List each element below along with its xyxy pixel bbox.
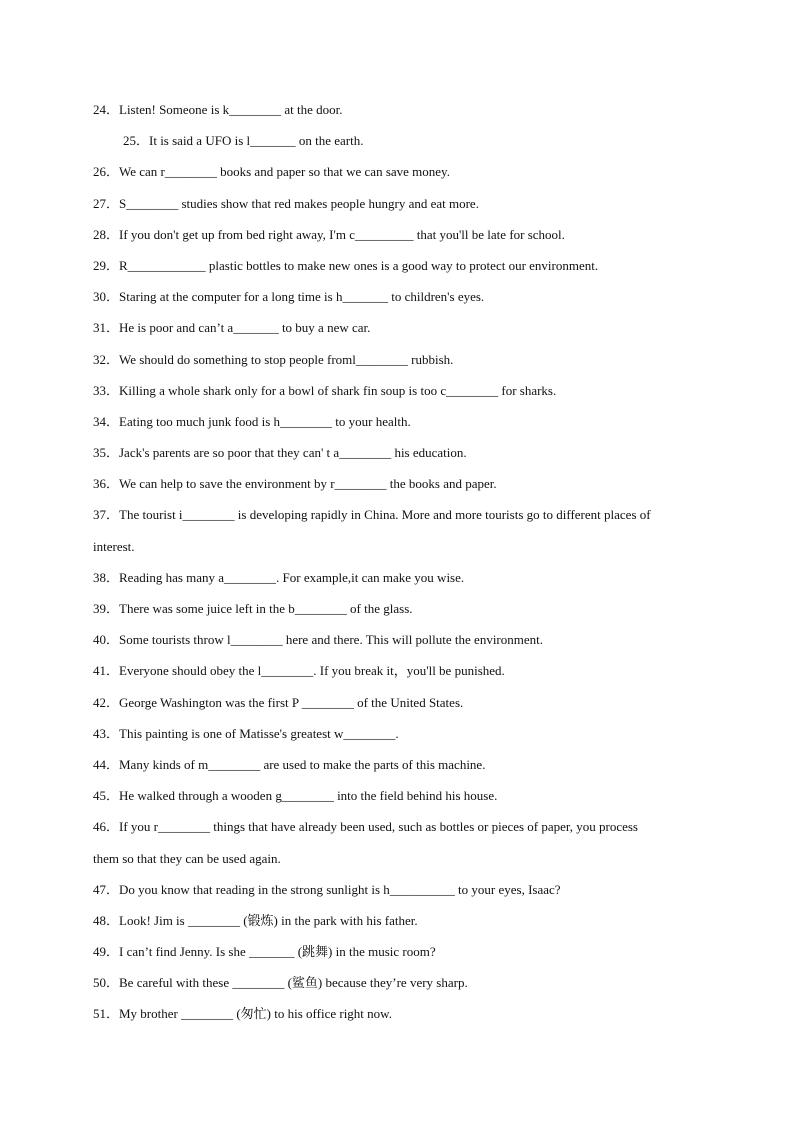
exercise-item-44: 44．Many kinds of m________ are used to make the parts of this machine. xyxy=(93,756,486,772)
exercise-item-45: 45．He walked through a wooden g________ into the field behind his house. xyxy=(93,788,498,804)
exercise-item-31: 31．He is poor and can’t a_______ to buy a new car. xyxy=(93,320,371,336)
exercise-item-42: 42．George Washington was the first P ________ of the United States. xyxy=(93,694,464,710)
exercise-item-28: 28．If you don't get up from bed right away, I'm c_________ that you'll be late for school. xyxy=(93,226,565,242)
exercise-item-29: 29．R____________ plastic bottles to make new ones is a good way to protect our environment. xyxy=(93,257,599,273)
exercise-item-50: 50．Be careful with these ________ (鲨鱼) because they’re very sharp. xyxy=(93,975,468,991)
exercise-item-41: 41．Everyone should obey the l________. If you break it，you'll be punished. xyxy=(93,663,505,679)
exercise-item-33: 33．Killing a whole shark only for a bowl of shark fin soup is too c________ for sharks. xyxy=(93,382,557,398)
exercise-item-46-continued: them so that they can be used again. xyxy=(93,850,281,866)
exercise-item-25: 25．It is said a UFO is l_______ on the earth. xyxy=(123,133,364,149)
exercise-item-38: 38．Reading has many a________. For example,it can make you wise. xyxy=(93,569,465,585)
exercise-item-43: 43．This painting is one of Matisse's greatest w________. xyxy=(93,725,399,741)
exercise-item-30: 30．Staring at the computer for a long time is h_______ to children's eyes. xyxy=(93,289,485,305)
exercise-item-27: 27．S________ studies show that red makes people hungry and eat more. xyxy=(93,195,479,211)
exercise-item-40: 40．Some tourists throw l________ here and there. This will pollute the environment. xyxy=(93,632,543,648)
exercise-item-37-continued: interest. xyxy=(93,538,135,554)
exercise-item-48: 48．Look! Jim is ________ (锻炼) in the park with his father. xyxy=(93,912,418,928)
exercise-item-37: 37．The tourist i________ is developing rapidly in China. More and more tourists go to different places of xyxy=(93,507,651,523)
exercise-item-34: 34．Eating too much junk food is h________ to your health. xyxy=(93,413,411,429)
exercise-item-36: 36．We can help to save the environment by r________ the books and paper. xyxy=(93,476,497,492)
exercise-item-49: 49．I can’t find Jenny. Is she _______ (跳舞) in the music room? xyxy=(93,944,436,960)
exercise-item-47: 47．Do you know that reading in the strong sunlight is h__________ to your eyes, Isaac? xyxy=(93,881,561,897)
exercise-item-32: 32．We should do something to stop people froml________ rubbish. xyxy=(93,351,454,367)
exercise-list xyxy=(93,100,703,1036)
exercise-item-51: 51．My brother ________ (匆忙) to his office right now. xyxy=(93,1006,392,1022)
exercise-item-46: 46．If you r________ things that have already been used, such as bottles or pieces of paper, you process xyxy=(93,819,638,835)
exercise-item-35: 35．Jack's parents are so poor that they can' t a________ his education. xyxy=(93,445,467,461)
exercise-item-26: 26．We can r________ books and paper so that we can save money. xyxy=(93,164,450,180)
exercise-item-24: 24．Listen! Someone is k________ at the door. xyxy=(93,102,343,117)
exercise-item-39: 39．There was some juice left in the b________ of the glass. xyxy=(93,601,413,616)
